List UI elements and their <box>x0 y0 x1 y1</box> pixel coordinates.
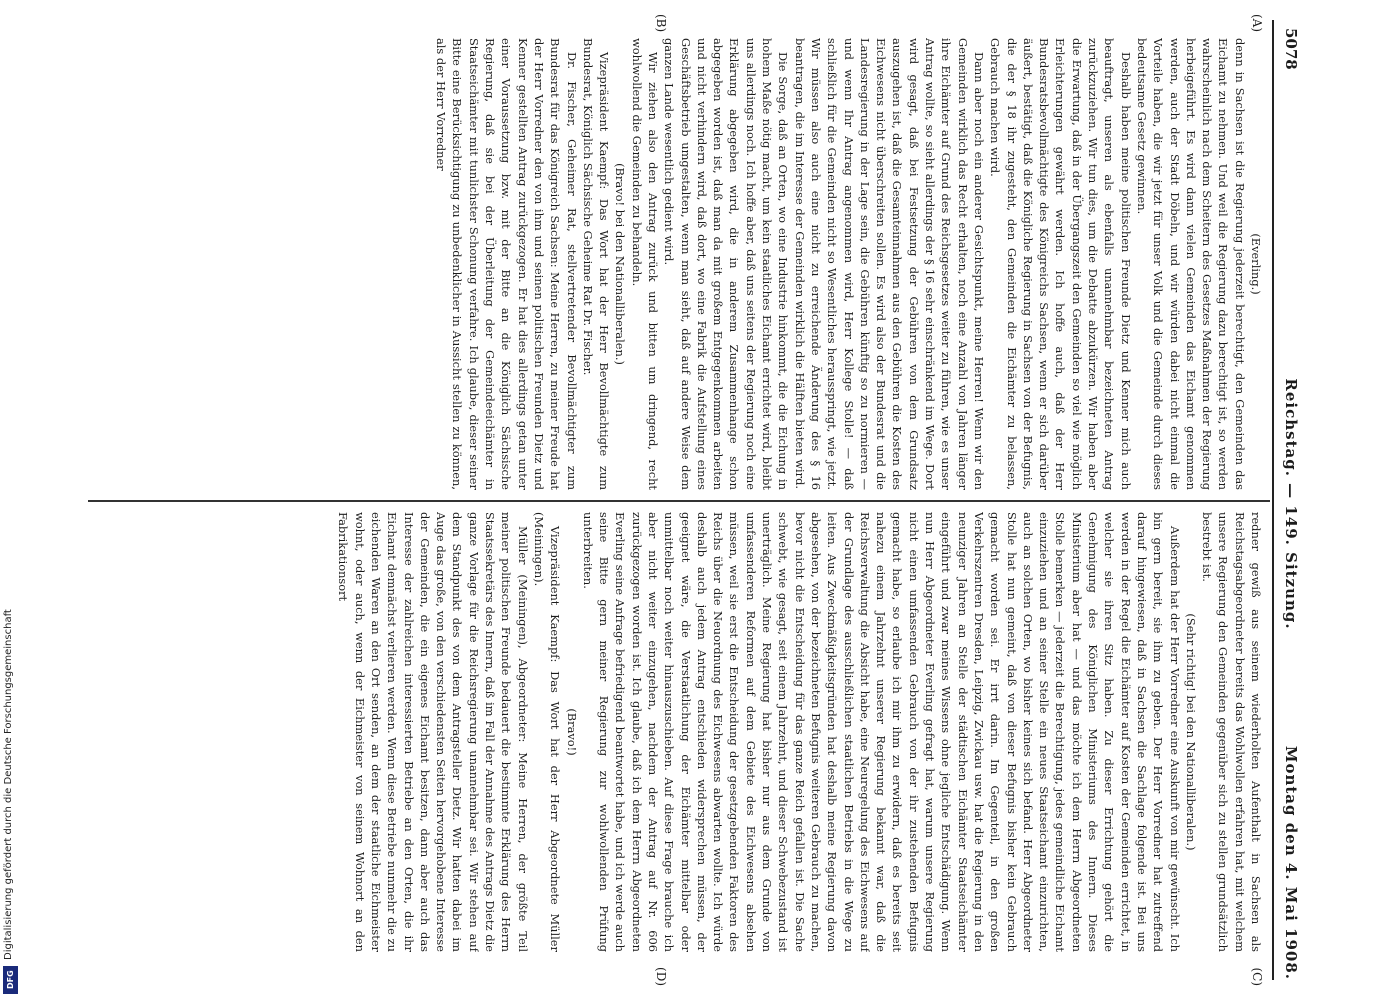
page-header <box>1276 28 1302 980</box>
paragraph: Wir ziehen also den Antrag zurück und bitten um dringend, recht wohlwollend die Gemeinden zu behandeln. <box>629 38 661 490</box>
margin-letter-d: (D) <box>654 967 668 986</box>
paragraph: Deshalb haben meine politischen Freunde Dietz und Kenner mich auch beauftragt, unseren als ebenfalls unannehmbar bezeichneten Antrag zurückzuziehen. Wir tun dies, um die Debatte abzukürzen. Wir haben aber die Erwartung, daß in der Übergangszeit den Gemeinden so viel wie möglich Erleichterungen gewährt werden. Ich hoffe auch, daß der Herr Bundesratsbevollmächtigte des Königreichs Sachsen, wenn er sich darüber äußert, bestätigt, daß die Königliche Regierung in Sachsen von der Befugnis, die der § 18 ihr zugesteht, den Gemeinden die Eichämter zu belassen, Gebrauch machen wird. <box>988 38 1133 490</box>
paragraph: Die Sorge, daß an Orten, wo eine Industrie hinkommt, die die Eichung in hohem Maße nötig macht, um kein staatliches Eichamt errichtet wird, bleibt uns allerdings noch. Ich hoffe aber, daß uns seitens der Regierung noch eine Erklärung abgegeben wird, die in anderem Zusammenhange schon abgegeben worden ist, daß man da mit großem Entgegenkommen arbeiten und nicht verhindern wird, daß dort, wo eine Fabrik die Aufstellung eines Geschäftsbetrieb umgestalten, wenn man sieht, daß auf andere Weise dem ganzen Lande wesentlich gedient wird. <box>662 38 791 490</box>
session-date: Montag den 4. Mai 1908. <box>1282 745 1300 980</box>
paragraph: Außerdem hat der Herr Vorredner eine Auskunft von mir gewünscht. Ich bin gern bereit, sie ihm zu geben. Der Herr Vorredner hat zutreffend darauf hingewiesen, daß in Sachsen die Sachlage folgende ist. Bei uns werden in der Regel die Eichämter auf Kosten der Gemeinden errichtet, in welcher sie ihren Sitz haben. Zu dieser Errichtung gehört die Genehmigung des Königlichen Ministeriums des Innern. Dieses Ministerium aber hat — und das möchte ich dem Herrn Abgeordneten Stolle bemerken — jederzeit die Berechtigung, jedes gemeindliche Eichamt einzuziehen und an seiner Stelle ein neues Staatseichamt einzurichten, auch an solchen Orten, wo bisher keines sich befand. Herr Abgeordneter Stolle hat nun gemeint, daß von dieser Befugnis bisher kein Gebrauch gemacht worden sei. Er irrt darin. Im Gegenteil, in den großen Verkehrszentren Dresden, Leipzig, Zwickau usw. hat die Regierung in den neunziger Jahren an Stelle der städtischen Eichämter Staatseichämter eingeführt und zwar meines Wissens ohne jegliche Entschädigung. Wenn nun Herr Abgeordneter Everling gefragt hat, warum unsere Regierung nicht einen umfassenden Gebrauch von der ihr zustehenden Befugnis gemacht habe, so erlaube ich mir ihm zu erwidern, daß es bereits seit nahezu einem Jahrzehnt unserer Regierung bekannt war, daß die Reichsverwaltung die Absicht habe, eine Neuregelung des Eichwesens auf der Grundlage des ausschließlichen staatlichen Betriebs in die Wege zu leiten. Aus Zweckmäßigkeitsgründen hat deshalb meine Regierung davon abgesehen, von der bezeichneten Befugnis weiteren Gebrauch zu machen, bevor nicht die Entscheidung für das ganze Reich gefallen ist. Die Sache schwebt, wie gesagt, seit einem Jahrzehnt, und dieser Schwebezustand ist unerträglich. Meine Regierung hat bisher nur aus dem Grunde von umfassenderen Reformen auf dem Gebiete des Eichwesens absehen müssen, weil sie erst die Entscheidung der gesetzgebenden Faktoren des Reichs über die Neuordnung des Eichwesens abwarten wollte. Ich würde deshalb auch jedem Antrag entschieden widersprechen müssen, der geeignet wäre, die Verstaatlichung der Eichämter mittelbar oder unmittelbar noch weiter hinauszuschieben. Auf diese Frage brauche ich aber nicht weiter einzugehen, nachdem der Antrag auf Nr. 606 zurückgezogen worden ist. Ich glaube, daß ich dem Herrn Abgeordneten Everling seine Anfrage befriedigend beantwortet habe, und ich werde auch seine Bitte gern meiner Regierung zur wohlwollenden Prüfung unterbreiten. <box>580 512 1182 952</box>
paragraph: (Everling.) <box>1249 233 1263 295</box>
column-divider <box>88 500 1270 502</box>
margin-letter-c: (C) <box>1250 967 1264 986</box>
paragraph: Dann aber noch ein anderer Gesichtspunkt, meine Herren! Wenn wir den Gemeinden wirklich das Recht erhalten, noch eine Anzahl von Jahren länger ihre Eichämter auf Grund des Reichsgesetzes weiter zu führen, wie es unser Antrag wollte, so sieht allerdings der § 16 sehr einschränkend im Wege. Dort wird gesagt, daß bei Festsetzung der Gebühren von dem Grundsatz auszugehen ist, daß die Gesamteinnahmen aus den Gebühren die Kosten des Eichwesens nicht überschreiten sollen. Es wird also der Bundesrat und die Landesregierung in der Lage sein, die Gebühren künftig so zu normieren — und wenn Ihr Antrag angenommen wird, Herr Kollege Stolle! — daß schließlich für die Gemeinden nicht so Wesentliches herausspringt, wie jetzt. Wir müssen also auch eine nicht zu erreichende Änderung des § 16 beantragen, die im Interesse der Gemeinden wirklich die Hälften bieten wird. <box>792 38 986 490</box>
paragraph: (Sehr richtig! bei den Nationalliberalen.) <box>1183 613 1198 851</box>
paragraph: (Bravo! bei den Nationalliberalen.) <box>613 163 628 365</box>
funding-notice: Digitalisierung gefördert durch die Deutsche Forschungsgemeinschaft <box>3 609 14 960</box>
dfg-logo: DFG <box>3 966 18 994</box>
margin-letter-b: (B) <box>654 14 668 33</box>
left-text-column <box>90 38 1264 490</box>
paragraph: denn in Sachsen ist die Regierung jederzeit berechtigt, den Gemeinden das Eichamt zu nehmen. Und weil die Regierung dazu berechtigt ist, so werden wahrscheinlich nach dem Scheitern des Gesetzes Maßnahmen der Regierung herbeigeführt. Es wird dann vielen Gemeinden das Eichamt genommen werden, auch der Stadt Döbeln, und wir würden dabei nicht einmal die Vorteile haben, die wir jetzt für unser Volk und die Gemeinde durch dieses bedeutsame Gesetz gewinnen. <box>1134 38 1247 490</box>
session-title: Reichstag. — 149. Sitzung. <box>1282 378 1300 630</box>
scanned-page <box>58 0 1308 1000</box>
margin-letter-a: (A) <box>1250 14 1264 33</box>
funding-notice-strip <box>0 0 22 1000</box>
paragraph: (Bravo!) <box>564 708 579 756</box>
paragraph: Müller (Meiningen), Abgeordneter: Meine Herren, der größte Teil meiner politischen Freunde bedauert die bestimmte Erklärung des Herrn Staatssekretärs des Innern, daß im Fall der Annahme des Antrags Dietz die ganze Vorlage für die Reichsregierung unannehmbar sei. Wir stehen auf dem Standpunkt des von dem Antragsteller Dietz. Wir hatten dabei im Auge das große, von den verschiedensten Seiten hervorgehobene Interesse der Gemeinden, die ein eigenes Eichamt besitzen, dann aber auch das Interesse der zahlreichen interessierten Betriebe an den Orten, die ihr Eichamt demnächst verlieren werden. Wenn diese Betriebe nunmehr die zu eichenden Waren an den Ort senden, an dem der staatliche Eichmeister wohnt, oder auch, wenn der Eichmeister von seinem Wohnort an den Fabrikationsort <box>336 512 530 952</box>
right-text-column <box>90 512 1264 952</box>
page-number: 5078 <box>1282 28 1300 70</box>
paragraph: Dr. Fischer, Geheimer Rat, stellvertretender Bevollmächtigter zum Bundesrat für das Königreich Sachsen: Meine Herren, zu meiner Freude hat der Herr Vorredner den von ihm und seinen politischen Freunden Dietz und Kenner gestellten Antrag zurückgezogen. Er hat dies allerdings getan unter einer Voraussetzung bzw. mit der Bitte an die Königlich Sächsische Regierung, daß sie bei der Überleitung der Gemeindeeichämter in Staatseichämter mit tunlichster Schonung verfahre. Ich glaube, dieser seiner Bitte eine Berücksichtigung zu unbedenklicher in Aussicht stellen zu können, als der Herr Vorredner <box>434 38 579 490</box>
paragraph: redner gewiß aus seinem wiederholten Aufenthalt in Sachsen als Reichstagsabgeordneter bereits das Wohlwollen erfahren hat, mit welchem unsere Regierung den Gemeinden gegenüber sich zu stellen grundsätzlich bestrebt ist. <box>1200 512 1263 952</box>
header-rule <box>1272 20 1274 980</box>
paragraph: Vizepräsident Kaempf: Das Wort hat der Herr Bevollmächtigte zum Bundesrat, Königlich Sächsische Geheime Rat Dr. Fischer. <box>580 38 612 490</box>
paragraph: Vizepräsident Kaempf: Das Wort hat der Herr Abgeordnete Müller (Meiningen). <box>531 512 563 952</box>
